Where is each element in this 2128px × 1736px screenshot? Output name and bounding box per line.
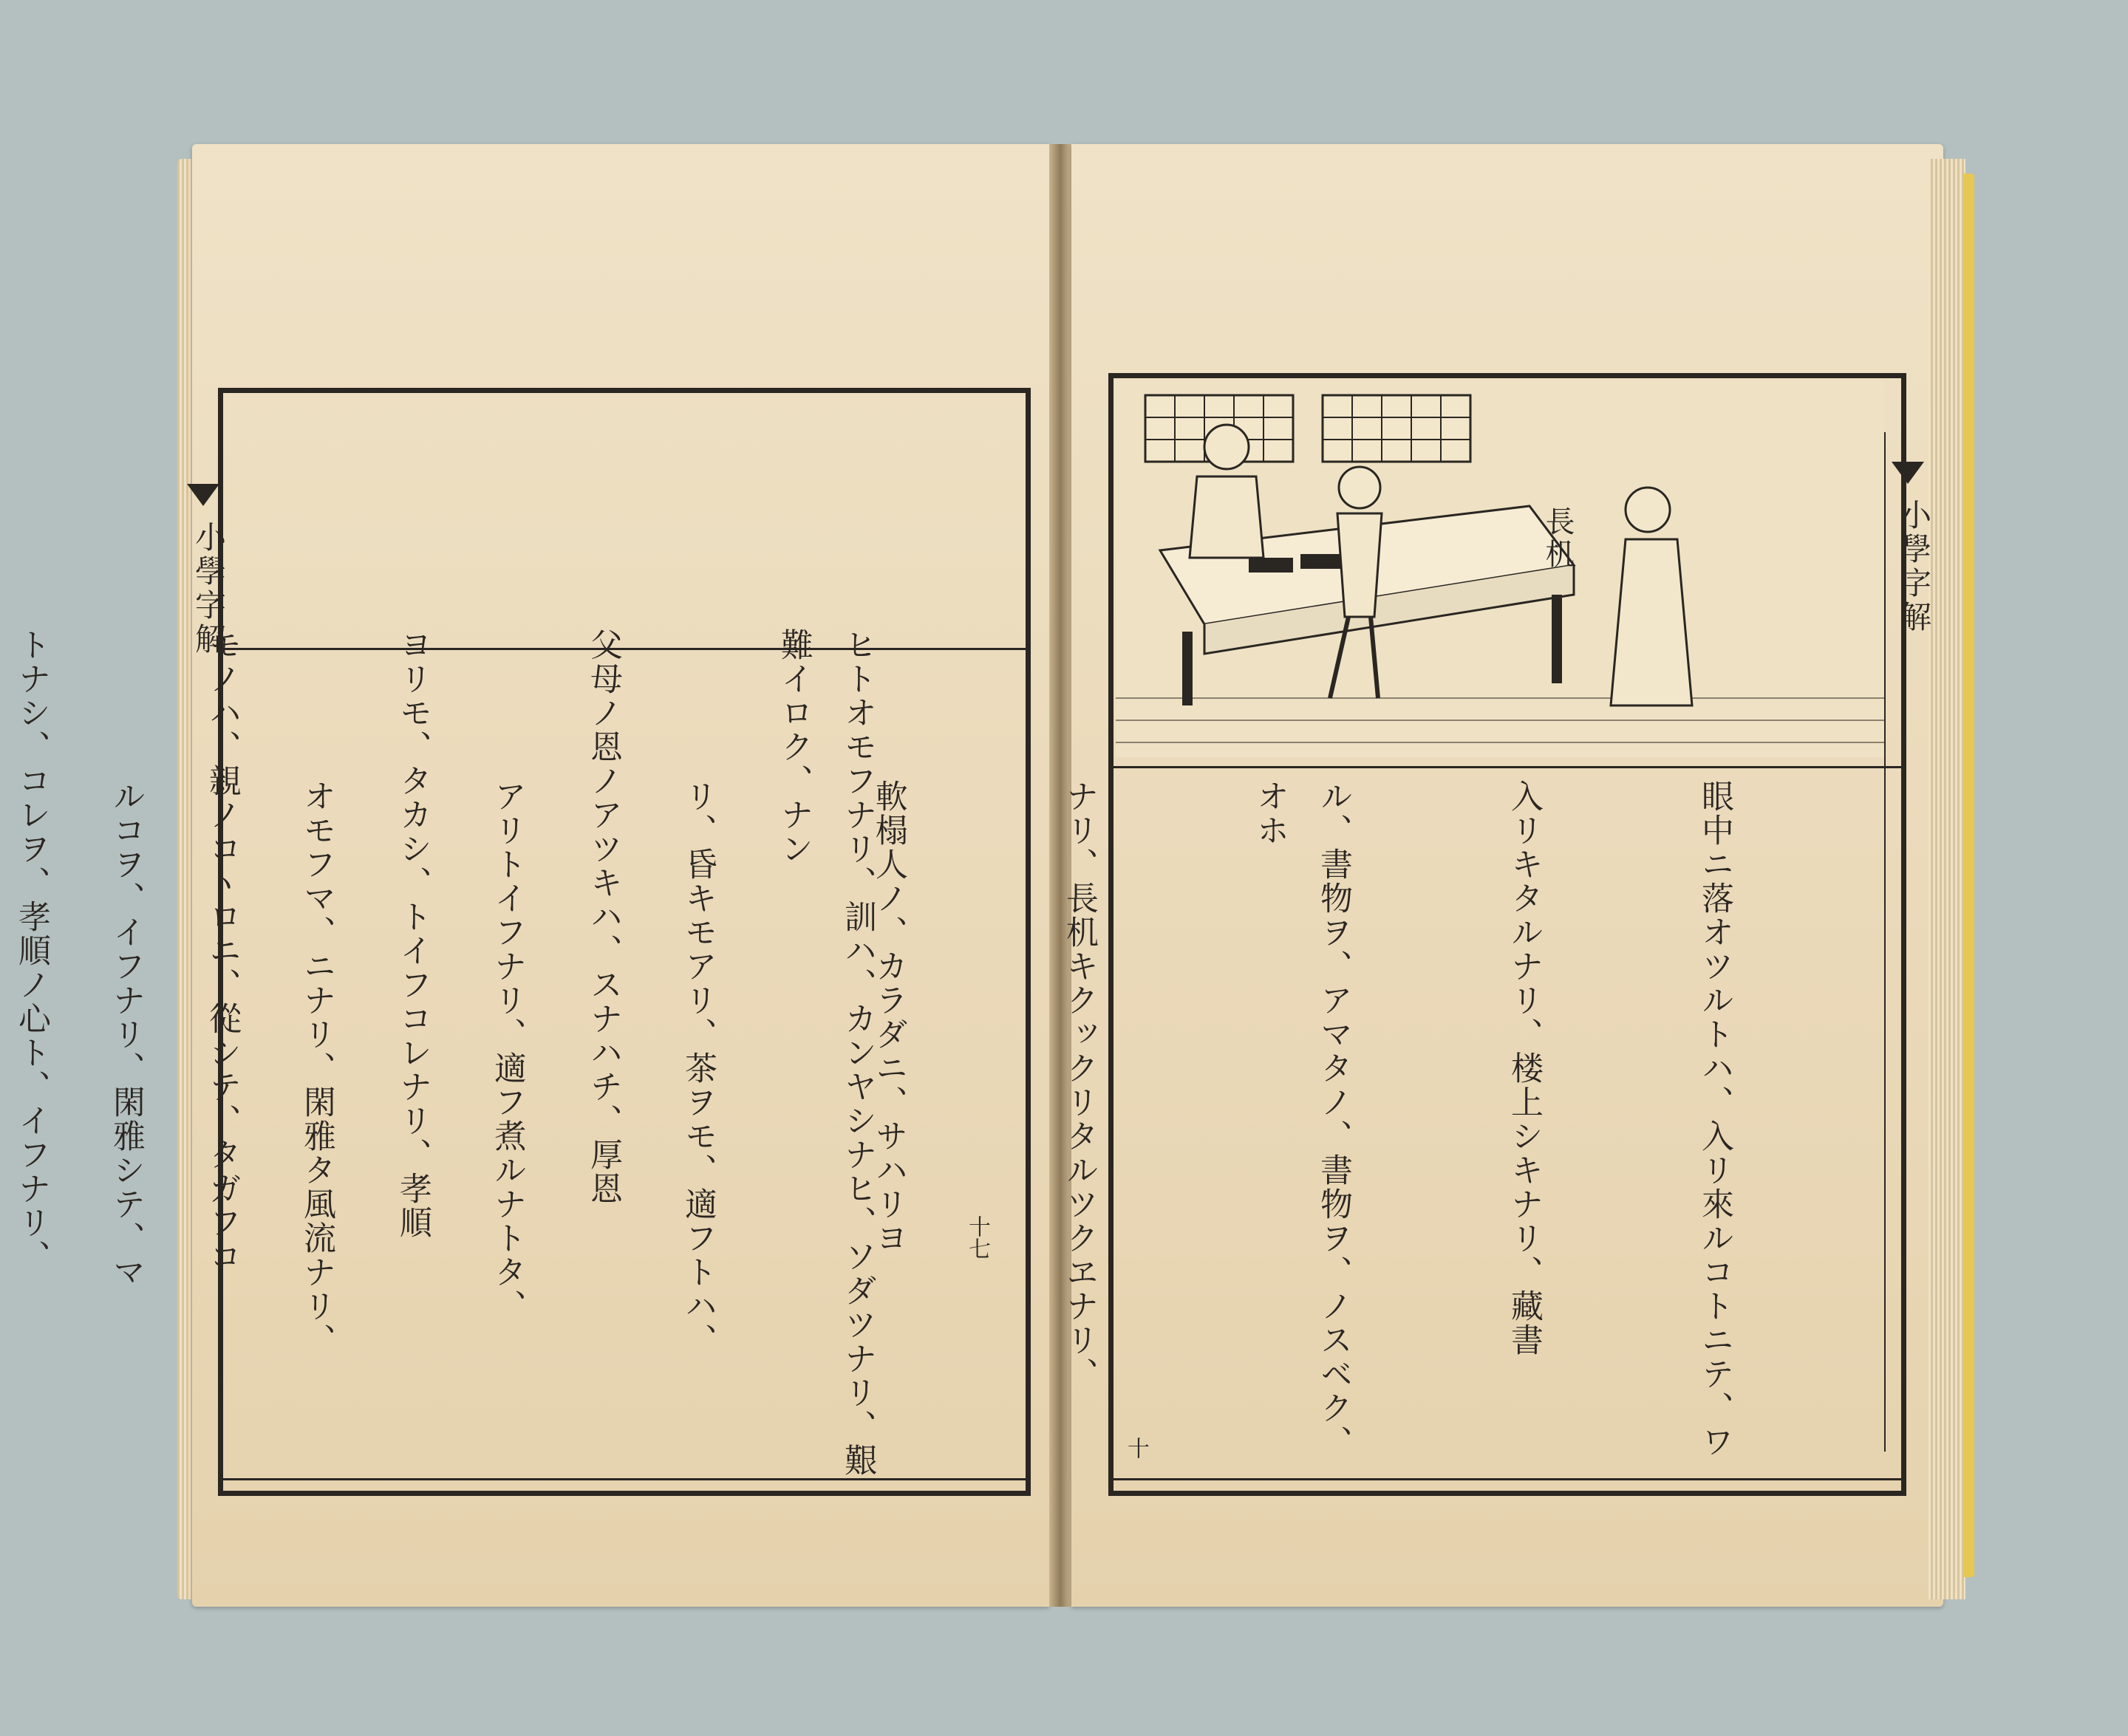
text-column: トナシ、コレヲ、孝順ノ心ト、イフナリ、 — [13, 628, 50, 1274]
illustration-long-desk — [1116, 380, 1884, 757]
text-column: ル、書物ヲ、アマタノ、書物ヲ、ノスベク、オホ — [1251, 779, 1352, 1459]
yellow-book-edge — [1964, 174, 1974, 1577]
right-running-title: 小學字解 — [1896, 499, 1932, 635]
right-illustration-divider — [1114, 766, 1901, 768]
text-column: 入リキタルナリ、楼上シキナリ、藏書 — [1505, 779, 1543, 1357]
fish-tail-mark — [187, 484, 219, 506]
text-column: ルコヲ、イフナリ、閑雅シテ、マ — [107, 779, 145, 1289]
text-column: リ、昏キモアリ、茶ヲモ、適フトハ、 — [679, 779, 717, 1357]
text-column: ヨリモ、タカシ、トイフコレナリ、孝順 — [394, 628, 432, 1240]
illustration-label: 長机 — [1541, 506, 1575, 571]
text-column: ヒトオモフナリ、訓ハ、カンヤシナヒ、ソダツナリ、艱難イロク、ナン — [775, 628, 876, 1477]
text-column: アリトイフナリ、適フ煮ルナトタ、 — [488, 779, 526, 1323]
left-page-number: 十七 — [964, 1215, 990, 1260]
left-running-title: 小學字解 — [191, 521, 227, 657]
right-page-number: 十 — [1123, 1437, 1149, 1459]
illustration-drawing — [1116, 380, 1884, 757]
text-column: 眼中ニ落オツルトハ、入リ來ルコトニテ、ワ — [1696, 779, 1733, 1459]
open-book — [13, 144, 1980, 1614]
text-column: モノハ、親ノコヽロニ、從シテ、タガフコ — [203, 628, 241, 1274]
right-hanshin-column — [1884, 432, 1930, 1452]
right-page-edges — [1928, 159, 1965, 1599]
text-column: 父母ノ恩ノアツキハ、スナハチ、厚恩 — [584, 628, 622, 1206]
fish-tail-mark — [1892, 462, 1924, 484]
text-column: 軟榻人ノ、カラダニ、サハリヨ — [870, 779, 907, 1255]
text-column: ナリ、長机キクックリタルツクヱナリ、 — [1060, 779, 1098, 1391]
text-column: オモフマ、ニナリ、閑雅タ風流ナリ、 — [298, 779, 335, 1357]
